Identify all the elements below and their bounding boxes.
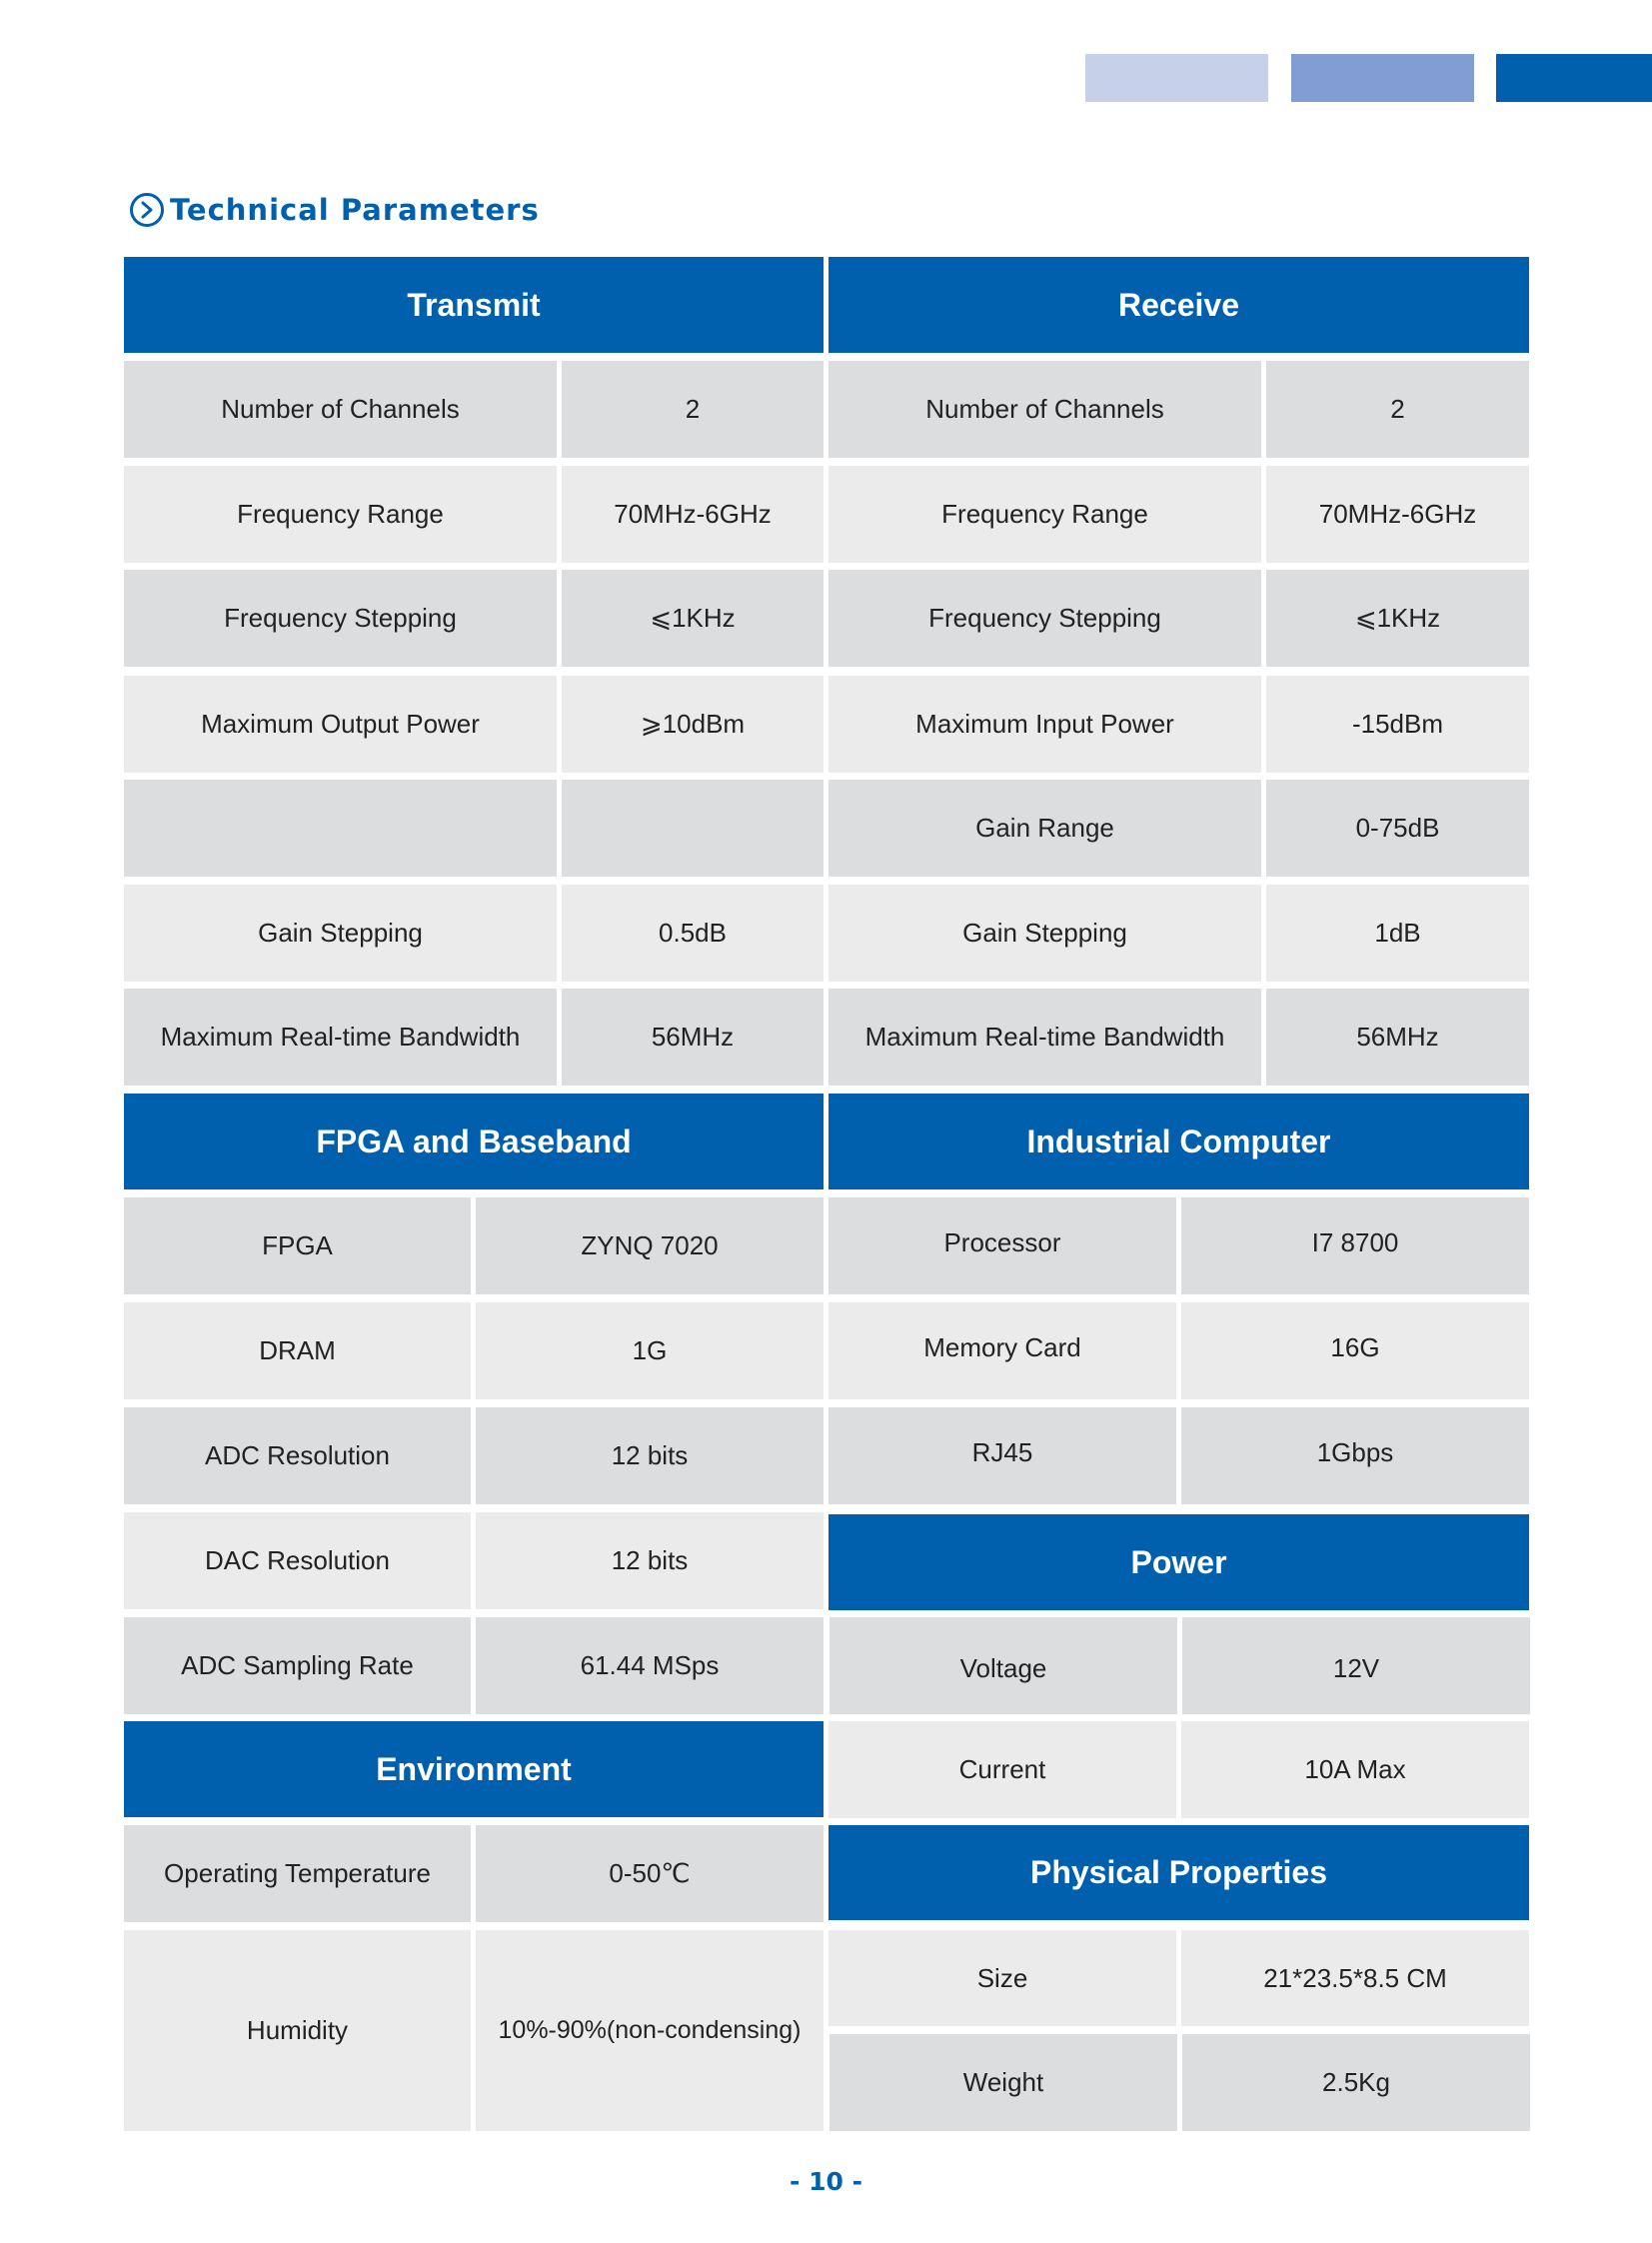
fpga-value: ZYNQ 7020 xyxy=(476,1197,824,1294)
transmit-label: Frequency Stepping xyxy=(124,570,557,667)
receive-value: 70MHz-6GHz xyxy=(1266,466,1529,563)
power-header: Power xyxy=(828,1514,1529,1610)
receive-label: Number of Channels xyxy=(828,361,1261,458)
receive-label: Gain Stepping xyxy=(828,885,1261,982)
receive-header: Receive xyxy=(828,257,1529,353)
transmit-value: 2 xyxy=(562,361,824,458)
fpga-label: DRAM xyxy=(124,1302,471,1399)
physical-header: Physical Properties xyxy=(828,1825,1529,1920)
receive-value: 0-75dB xyxy=(1266,780,1529,877)
fpga-value: 12 bits xyxy=(476,1407,824,1504)
fpga-header: FPGA and Baseband xyxy=(124,1094,824,1189)
transmit-value: 70MHz-6GHz xyxy=(562,466,824,563)
transmit-value: ⩽1KHz xyxy=(562,570,824,667)
computer-value: 16G xyxy=(1181,1302,1529,1399)
power-label: Voltage xyxy=(829,1617,1177,1714)
physical-value: 21*23.5*8.5 CM xyxy=(1181,1930,1529,2026)
fpga-label: ADC Resolution xyxy=(124,1407,471,1504)
transmit-header: Transmit xyxy=(124,257,824,353)
header-bar-light xyxy=(1085,54,1268,102)
transmit-value xyxy=(562,780,824,877)
power-value: 12V xyxy=(1182,1617,1530,1714)
header-bar-dark xyxy=(1496,54,1652,102)
environment-label: Operating Temperature xyxy=(124,1825,471,1922)
page-title: Technical Parameters xyxy=(170,193,540,227)
receive-label: Frequency Stepping xyxy=(828,570,1261,667)
computer-value: I7 8700 xyxy=(1181,1197,1529,1294)
environment-value: 0-50℃ xyxy=(476,1825,824,1922)
physical-value: 2.5Kg xyxy=(1182,2034,1530,2131)
fpga-value: 1G xyxy=(476,1302,824,1399)
power-value: 10A Max xyxy=(1181,1721,1529,1818)
fpga-value: 61.44 MSps xyxy=(476,1617,824,1714)
transmit-value: 0.5dB xyxy=(562,885,824,982)
fpga-label: DAC Resolution xyxy=(124,1512,471,1609)
environment-label: Humidity xyxy=(124,1930,471,2131)
transmit-label xyxy=(124,780,557,877)
environment-value: 10%-90%(non-condensing) xyxy=(476,1930,824,2131)
transmit-value: ⩾10dBm xyxy=(562,676,824,773)
transmit-label: Frequency Range xyxy=(124,466,557,563)
computer-label: Memory Card xyxy=(828,1302,1176,1399)
chevron-right-circle-icon xyxy=(130,193,164,227)
computer-header: Industrial Computer xyxy=(828,1094,1529,1189)
section-title xyxy=(130,188,540,232)
power-label: Current xyxy=(828,1721,1176,1818)
receive-value: -15dBm xyxy=(1266,676,1529,773)
page-number: - 10 - xyxy=(790,2167,862,2196)
computer-label: Processor xyxy=(828,1197,1176,1294)
receive-value: 1dB xyxy=(1266,885,1529,982)
receive-label: Gain Range xyxy=(828,780,1261,877)
computer-value: 1Gbps xyxy=(1181,1407,1529,1504)
environment-header: Environment xyxy=(124,1721,824,1817)
receive-label: Frequency Range xyxy=(828,466,1261,563)
receive-label: Maximum Input Power xyxy=(828,676,1261,773)
receive-value: 56MHz xyxy=(1266,989,1529,1086)
physical-label: Weight xyxy=(829,2034,1177,2131)
receive-label: Maximum Real-time Bandwidth xyxy=(828,989,1261,1086)
transmit-label: Gain Stepping xyxy=(124,885,557,982)
physical-label: Size xyxy=(828,1930,1176,2026)
receive-value: 2 xyxy=(1266,361,1529,458)
computer-label: RJ45 xyxy=(828,1407,1176,1504)
transmit-value: 56MHz xyxy=(562,989,824,1086)
fpga-value: 12 bits xyxy=(476,1512,824,1609)
fpga-label: FPGA xyxy=(124,1197,471,1294)
header-bar-mid xyxy=(1291,54,1474,102)
receive-value: ⩽1KHz xyxy=(1266,570,1529,667)
transmit-label: Maximum Output Power xyxy=(124,676,557,773)
fpga-label: ADC Sampling Rate xyxy=(124,1617,471,1714)
transmit-label: Number of Channels xyxy=(124,361,557,458)
transmit-label: Maximum Real-time Bandwidth xyxy=(124,989,557,1086)
